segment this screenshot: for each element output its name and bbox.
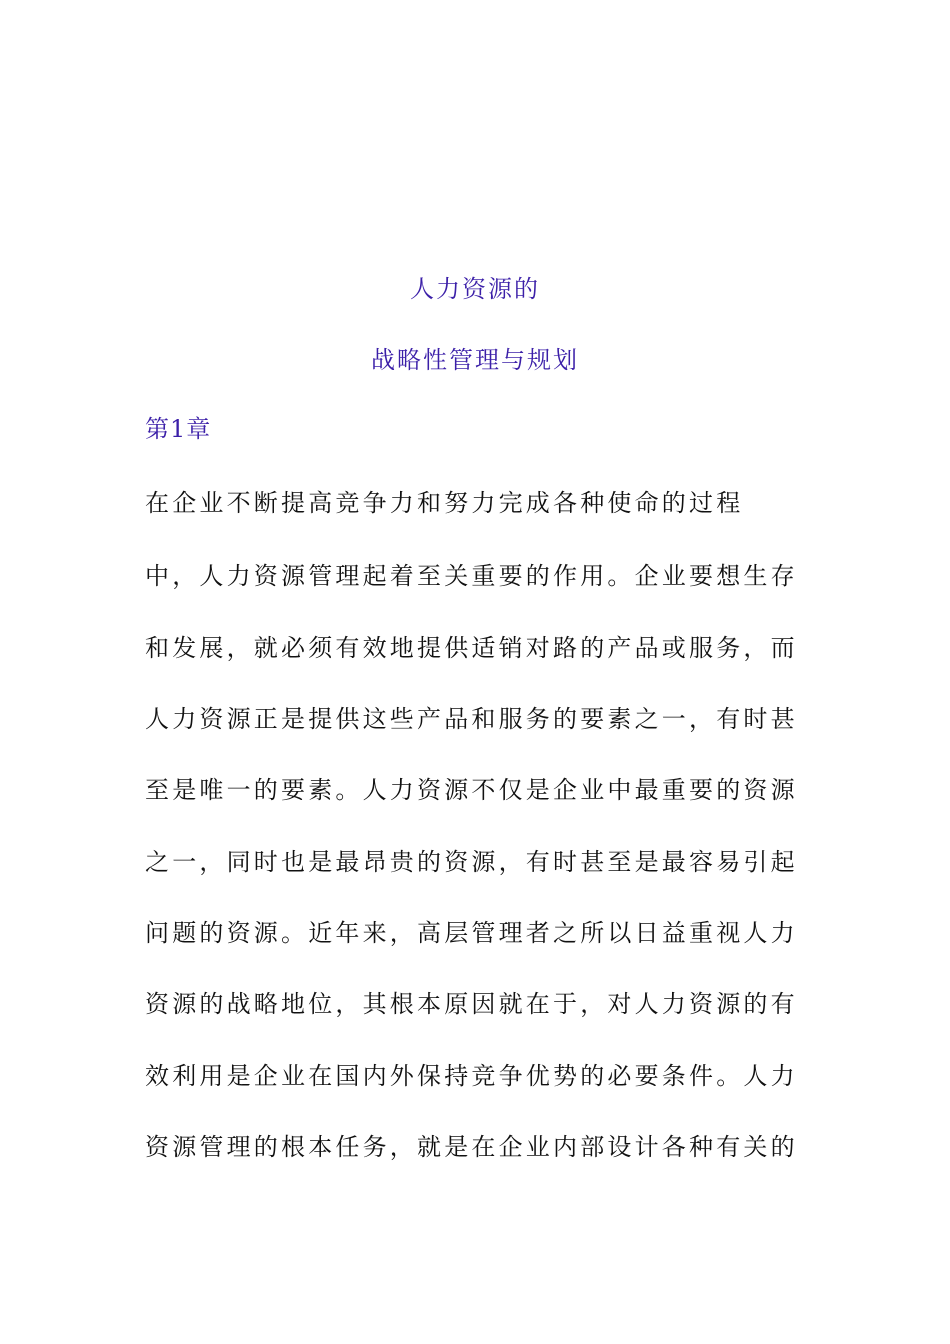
document-title-line-2: 战略性管理与规划: [371, 346, 579, 374]
body-text-line-1: 在企业不断提高竞争力和努力完成各种使命的过程: [145, 489, 744, 517]
body-text-line-4: 人力资源正是提供这些产品和服务的要素之一，有时甚: [145, 705, 798, 733]
chapter-heading: 第1章: [145, 415, 212, 443]
body-text-line-10: 资源管理的根本任务，就是在企业内部设计各种有关的: [145, 1133, 798, 1161]
body-text-line-2: 中，人力资源管理起着至关重要的作用。企业要想生存: [145, 562, 798, 590]
body-text-line-7: 问题的资源。近年来，高层管理者之所以日益重视人力: [145, 919, 798, 947]
document-title-line-1: 人力资源的: [410, 275, 540, 303]
body-text-line-8: 资源的战略地位，其根本原因就在于，对人力资源的有: [145, 990, 798, 1018]
body-text-line-9: 效利用是企业在国内外保持竞争优势的必要条件。人力: [145, 1062, 798, 1090]
body-text-line-6: 之一，同时也是最昂贵的资源，有时甚至是最容易引起: [145, 848, 798, 876]
body-text-line-3: 和发展，就必须有效地提供适销对路的产品或服务，而: [145, 634, 798, 662]
body-text-line-5: 至是唯一的要素。人力资源不仅是企业中最重要的资源: [145, 776, 798, 804]
